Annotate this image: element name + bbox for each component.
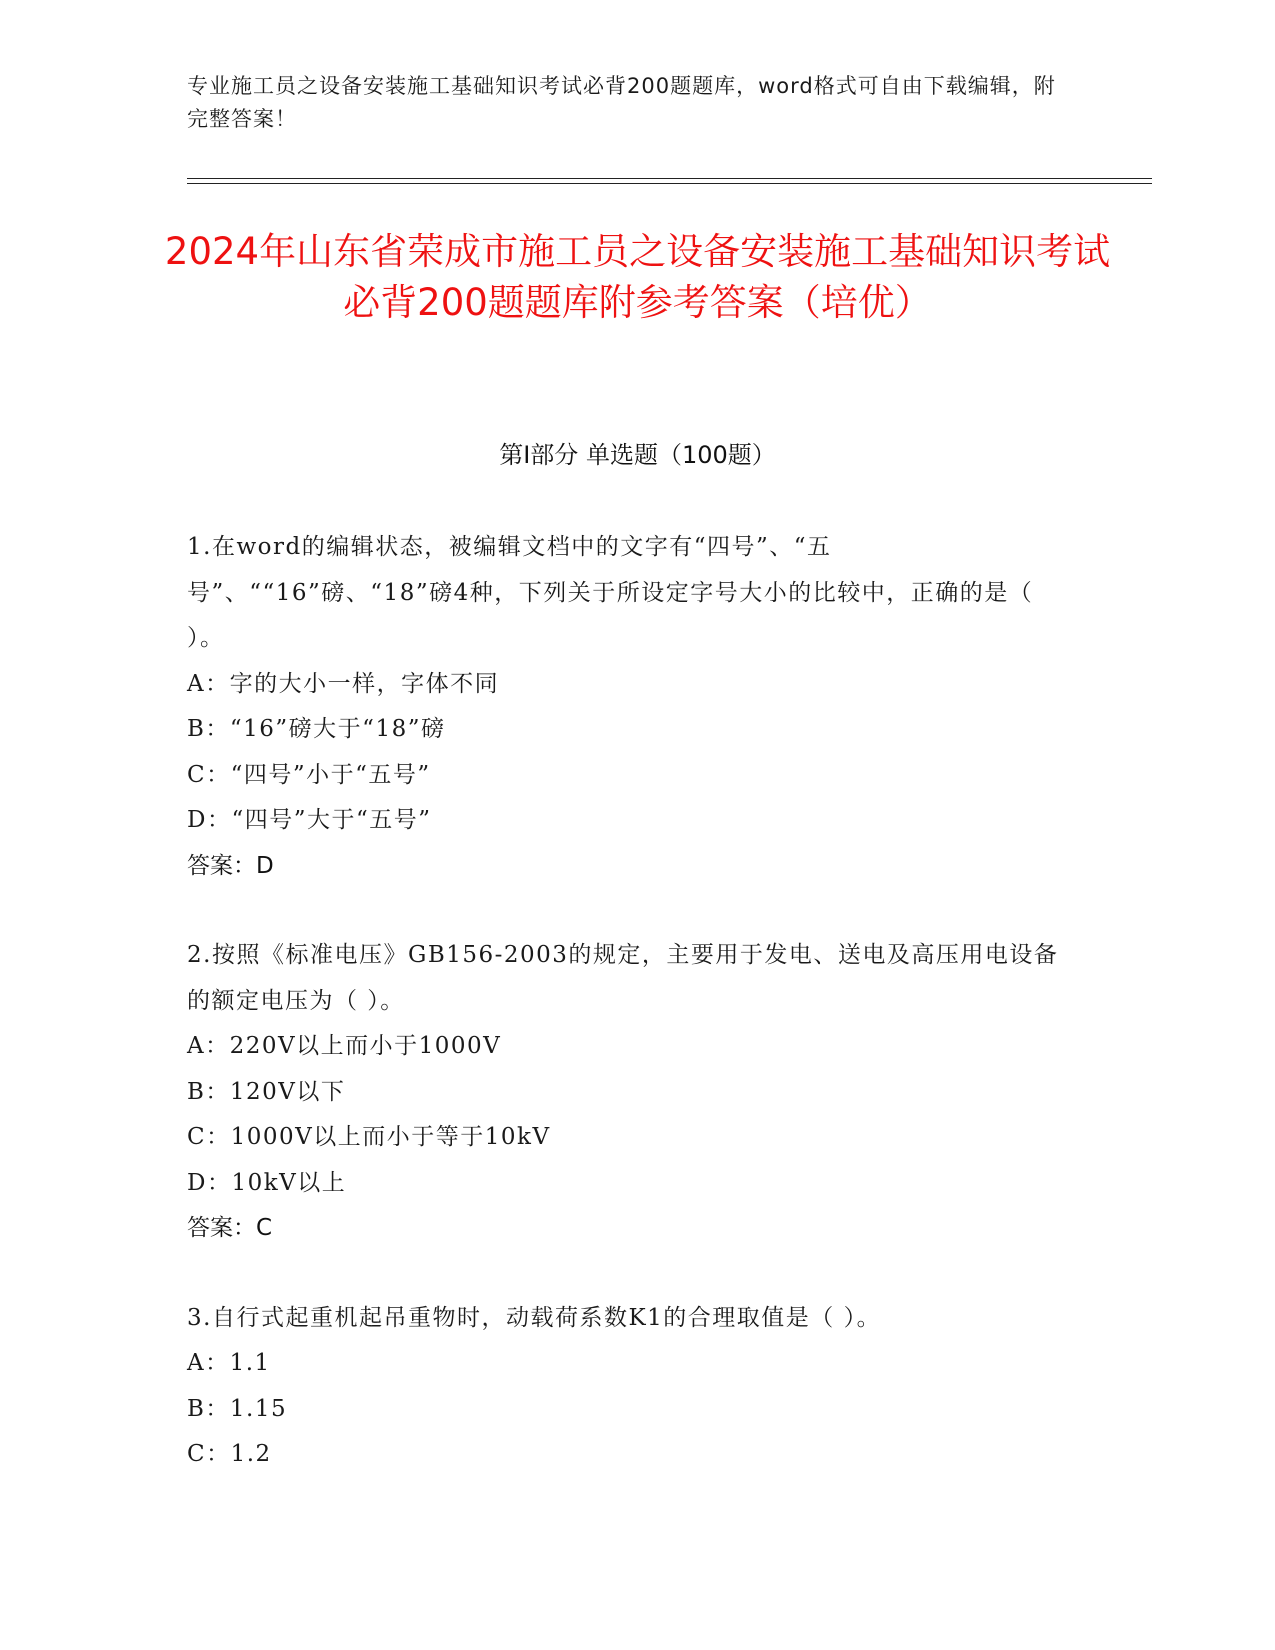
option-a: A：字的大小一样，字体不同 bbox=[187, 670, 500, 697]
option-d: D：10kV以上 bbox=[187, 1169, 347, 1196]
section-title: 第Ⅰ部分 单选题（100题） bbox=[499, 441, 776, 469]
option-c: C：“四号”小于“五号” bbox=[187, 761, 431, 788]
option-b: B：120V以下 bbox=[187, 1078, 346, 1105]
question-2 bbox=[187, 933, 1067, 1252]
document-title: 2024年山东省荣成市施工员之设备安装施工基础知识考试必背200题题库附参考答案（培优） bbox=[164, 230, 1111, 324]
question-list bbox=[187, 525, 1067, 1522]
question-stem: 3.自行式起重机起吊重物时，动载荷系数K1的合理取值是（ ）。 bbox=[187, 1304, 882, 1331]
option-d: D：“四号”大于“五号” bbox=[187, 807, 432, 833]
header-note: 专业施工员之设备安装施工基础知识考试必背200题题库，word格式可自由下载编辑，附完整答案！ bbox=[187, 74, 1056, 131]
option-c: C：1.2 bbox=[187, 1441, 272, 1467]
option-a: A：220V以上而小于1000V bbox=[187, 1033, 502, 1059]
option-b: B：1.15 bbox=[187, 1395, 288, 1422]
header-divider-bottom bbox=[187, 183, 1152, 184]
answer: 答案：C bbox=[187, 1215, 273, 1241]
option-c: C：1000V以上而小于等于10kV bbox=[187, 1124, 551, 1150]
question-stem: 1.在word的编辑状态，被编辑文档中的文字有“四号”、“五号”、““16”磅、“18”磅4种，下列关于所设定字号大小的比较中，正确的是（ ）。 bbox=[187, 534, 1034, 651]
option-b: B：“16”磅大于“18”磅 bbox=[187, 716, 446, 742]
question-1 bbox=[187, 525, 1067, 889]
option-a: A：1.1 bbox=[187, 1350, 271, 1376]
question-3 bbox=[187, 1296, 1067, 1478]
question-stem: 2.按照《标准电压》GB156-2003的规定，主要用于发电、送电及高压用电设备的额定电压为（ ）。 bbox=[187, 942, 1059, 1014]
answer: 答案：D bbox=[187, 852, 274, 879]
header-divider-top bbox=[187, 178, 1152, 179]
